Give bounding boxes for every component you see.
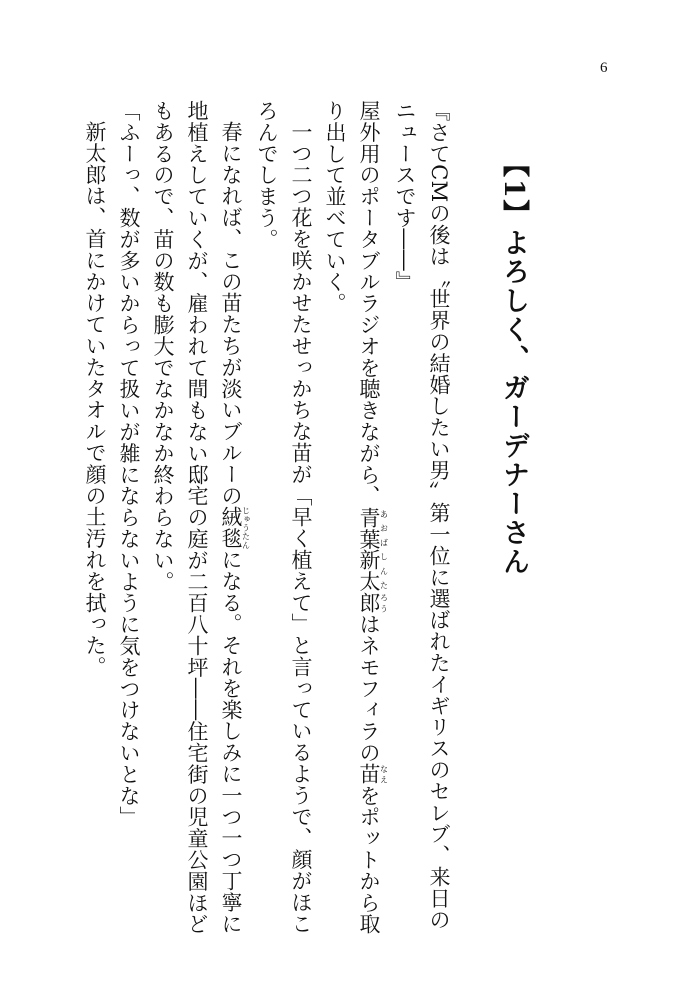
- text-run: 屋外用のポータブルラジオを聴きながら、: [357, 100, 381, 507]
- ruby-base: 新太: [357, 549, 381, 593]
- ruby-base: 青葉: [357, 506, 381, 550]
- text-run: 「ふーっ、数が多いからって扱いが雑にならないように気をつけないとな」: [117, 100, 141, 828]
- paragraph: [250, 100, 318, 942]
- text-run: 『さてCMの後は〝世界の結婚したい男〟第一位に選ばれたイギリスのセレブ、来日のニュースです――』: [393, 100, 451, 931]
- text-run: 一つ二つ花を咲かせたせっかちな苗が「早く植えて」と言っているようで、顔がほころんでしまう。: [255, 100, 313, 935]
- text-run: をポットから取り出して並べていく。: [323, 100, 381, 935]
- paragraph: [78, 100, 112, 942]
- page-number: 6: [600, 60, 608, 76]
- paragraph: [388, 100, 456, 942]
- text-run: になる。それを楽しみに一つ一つ丁寧に地植えしていくが、雇われて間もない邸宅の庭が二百八十坪――住宅街の児童公園ほどもあるので、苗の数も膨大でなかなか終わらない。: [151, 100, 243, 935]
- ruby-annotated-word: [357, 506, 389, 550]
- ruby-reading: ろう: [379, 592, 389, 614]
- ruby-base: 苗: [357, 763, 381, 785]
- ruby-annotated-word: [357, 592, 389, 614]
- ruby-annotated-word: [357, 549, 389, 593]
- chapter-heading: 【1】よろしく、ガーデナーさん: [498, 150, 529, 577]
- ruby-annotated-word: [357, 763, 389, 785]
- ruby-reading: しんた: [379, 549, 389, 593]
- ruby-reading: あおば: [379, 506, 389, 550]
- paragraph: [146, 100, 250, 942]
- ruby-annotated-word: [219, 506, 251, 550]
- text-run: 春になれば、この苗たちが淡いブルーの: [219, 121, 243, 507]
- text-run: 新太郎は、首にかけていたタオルで顔の土汚れを拭った。: [83, 121, 107, 678]
- ruby-base: 絨毯: [219, 506, 243, 550]
- paragraph: [318, 100, 388, 942]
- ruby-reading: なえ: [379, 763, 389, 785]
- ruby-base: 郎: [357, 592, 381, 614]
- ruby-reading: じゅうたん: [241, 506, 251, 550]
- body-text: [78, 100, 456, 942]
- text-run: はネモフィラの: [357, 613, 381, 764]
- paragraph: [112, 100, 146, 942]
